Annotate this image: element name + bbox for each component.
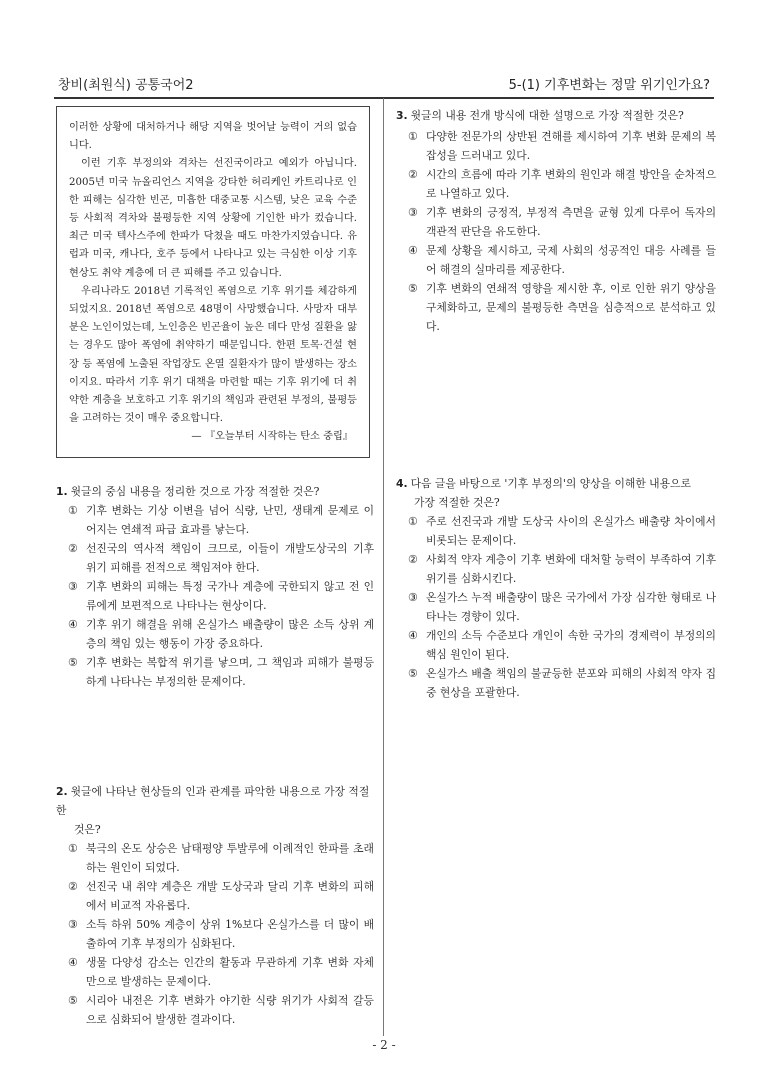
option-text: 시리아 내전은 기후 변화가 야기한 식량 위기가 사회적 갈등으로 심화되어 발생한 결과이다. bbox=[86, 994, 374, 1026]
q4-option-2[interactable] bbox=[408, 550, 716, 588]
passage-paragraph-3: 우리나라도 2018년 기록적인 폭염으로 기후 위기를 체감하게 되었지요. 2018년 폭염으로 48명이 사망했습니다. 사망자 대부분은 노인이었는데, 노인층은 빈곤율이 높은 데다 만성 질환을 앓는 경우도 많아 폭염에 취약하기 때문입니다. 한편 토목·건설 현장 등 폭염에 노출된 작업장도 온열 질환자가 많이 발생하는 장소이지요. 따라서 기후 위기 대책을 마련할 때는 기후 위기에 더 취약한 계층을 보호하고 기후 위기의 책임과 관련된 부정의, 불평등을 고려하는 것이 매우 중요합니다. bbox=[69, 285, 357, 425]
option-mark: ⑤ bbox=[68, 656, 78, 669]
option-mark: ④ bbox=[68, 956, 78, 969]
q1-option-1[interactable] bbox=[68, 501, 374, 539]
option-text: 문제 상황을 제시하고, 국제 사회의 성공적인 대응 사례를 들어 해결의 실마리를 제공한다. bbox=[426, 244, 716, 276]
question-3-stem bbox=[396, 106, 716, 125]
passage-paragraph-2: 이런 기후 부정의와 격차는 선진국이라고 예외가 아닙니다. 2005년 미국 뉴올리언스 지역을 강타한 허리케인 카트리나로 인한 피해는 심각한 빈곤, 미흡한 대중교통 시스템, 낮은 교육 수준 등 사회적 격차와 불평등한 지역 상황에 기인한 바가 컸습니다. 최근 미국 텍사스주에 한파가 닥쳤을 때도 마찬가지였습니다. 유럽과 미국, 캐나다, 호주 등에서 나타나고 있는 극심한 이상 기후 현상도 취약 계층에 더 큰 피해를 주고 있습니다. bbox=[69, 158, 357, 279]
question-4-text-cont: 가장 적절한 것은? bbox=[414, 496, 500, 509]
option-text: 생물 다양성 감소는 인간의 활동과 무관하게 기후 변화 자체만으로 발생하는 문제이다. bbox=[86, 956, 374, 988]
option-text: 북극의 온도 상승은 남태평양 투발루에 이례적인 한파를 초래하는 원인이 되었다. bbox=[86, 842, 374, 874]
passage-source: — 『오늘부터 시작하는 탄소 중립』 bbox=[191, 431, 353, 443]
option-mark: ① bbox=[408, 515, 418, 528]
header-book-title: 창비(최원식) 공통국어2 bbox=[58, 78, 194, 93]
question-2-text: 윗글에 나타난 현상들의 인과 관계를 파악한 내용으로 가장 적절한 bbox=[56, 785, 370, 817]
option-text: 개인의 소득 수준보다 개인이 속한 국가의 경제력이 부정의의 핵심 원인이 된다. bbox=[426, 629, 716, 661]
question-2-text-cont: 것은? bbox=[74, 823, 101, 836]
option-mark: ⑤ bbox=[408, 282, 418, 295]
option-mark: ⑤ bbox=[68, 994, 78, 1007]
option-text: 기후 변화는 기상 이변을 넘어 식량, 난민, 생태계 문제로 이어지는 연쇄적 파급 효과를 낳는다. bbox=[86, 504, 374, 536]
option-text: 온실가스 배출 책임의 불균등한 분포와 피해의 사회적 약자 집중 현상을 포괄한다. bbox=[426, 667, 716, 699]
question-1 bbox=[56, 482, 374, 691]
q1-option-4[interactable] bbox=[68, 615, 374, 653]
question-1-stem bbox=[56, 482, 374, 501]
passage-paragraph-1: 이러한 상황에 대처하거나 해당 지역을 벗어날 능력이 거의 없습니다. bbox=[69, 122, 357, 152]
page-number: - 2 - bbox=[372, 1038, 396, 1052]
option-mark: ① bbox=[68, 842, 78, 855]
option-mark: ③ bbox=[68, 580, 78, 593]
q3-option-5[interactable] bbox=[408, 279, 716, 336]
option-mark: ③ bbox=[408, 591, 418, 604]
option-text: 시간의 흐름에 따라 기후 변화의 원인과 해결 방안을 순차적으로 나열하고 있다. bbox=[426, 168, 716, 200]
option-text: 기후 위기 해결을 위해 온실가스 배출량이 많은 소득 상위 계층의 책임 있는 행동이 가장 중요하다. bbox=[86, 618, 374, 650]
question-3-options bbox=[396, 127, 716, 336]
question-4-text: 다음 글을 바탕으로 '기후 부정의'의 양상을 이해한 내용으로 bbox=[410, 477, 691, 490]
option-mark: ④ bbox=[68, 618, 78, 631]
question-4 bbox=[396, 474, 716, 702]
question-2-stem bbox=[56, 782, 374, 839]
question-3-text: 윗글의 내용 전개 방식에 대한 설명으로 가장 적절한 것은? bbox=[410, 109, 684, 122]
question-4-number: 4. bbox=[396, 477, 408, 490]
option-mark: ③ bbox=[408, 206, 418, 219]
q3-option-1[interactable] bbox=[408, 127, 716, 165]
question-3-number: 3. bbox=[396, 109, 408, 122]
option-text: 기후 변화의 긍정적, 부정적 측면을 균형 있게 다루어 독자의 객관적 판단을 유도한다. bbox=[426, 206, 716, 238]
option-text: 기후 변화의 피해는 특정 국가나 계층에 국한되지 않고 전 인류에게 보편적으로 나타나는 현상이다. bbox=[86, 580, 374, 612]
q2-option-5[interactable] bbox=[68, 991, 374, 1029]
option-mark: ① bbox=[408, 130, 418, 143]
header-rule bbox=[54, 97, 714, 99]
header-unit-title: 5-(1) 기후변화는 정말 위기인가요? bbox=[508, 78, 710, 93]
question-4-stem bbox=[396, 474, 716, 512]
question-1-number: 1. bbox=[56, 485, 68, 498]
option-mark: ② bbox=[408, 553, 418, 566]
q1-option-2[interactable] bbox=[68, 539, 374, 577]
q1-option-3[interactable] bbox=[68, 577, 374, 615]
q2-option-4[interactable] bbox=[68, 953, 374, 991]
option-text: 기후 변화의 연쇄적 영향을 제시한 후, 이로 인한 위기 양상을 구체화하고, 문제의 불평등한 측면을 심층적으로 분석하고 있다. bbox=[426, 282, 716, 333]
question-1-text: 윗글의 중심 내용을 정리한 것으로 가장 적절한 것은? bbox=[70, 485, 320, 498]
q3-option-4[interactable] bbox=[408, 241, 716, 279]
option-mark: ③ bbox=[68, 918, 78, 931]
reading-passage bbox=[56, 106, 370, 458]
option-mark: ② bbox=[68, 880, 78, 893]
question-1-options bbox=[56, 501, 374, 691]
column-divider bbox=[383, 98, 384, 1036]
question-4-options bbox=[396, 512, 716, 702]
option-text: 선진국의 역사적 책임이 크므로, 이들이 개발도상국의 기후 위기 피해를 전적으로 책임져야 한다. bbox=[86, 542, 374, 574]
q4-option-3[interactable] bbox=[408, 588, 716, 626]
option-text: 온실가스 누적 배출량이 많은 국가에서 가장 심각한 형태로 나타나는 경향이 있다. bbox=[426, 591, 716, 623]
option-text: 선진국 내 취약 계층은 개발 도상국과 달리 기후 변화의 피해에서 비교적 자유롭다. bbox=[86, 880, 374, 912]
option-mark: ④ bbox=[408, 629, 418, 642]
question-2 bbox=[56, 782, 374, 1029]
q4-option-1[interactable] bbox=[408, 512, 716, 550]
q1-option-5[interactable] bbox=[68, 653, 374, 691]
question-3 bbox=[396, 106, 716, 336]
q3-option-2[interactable] bbox=[408, 165, 716, 203]
option-mark: ② bbox=[408, 168, 418, 181]
option-text: 다양한 전문가의 상반된 견해를 제시하여 기후 변화 문제의 복잡성을 드러내고 있다. bbox=[426, 130, 716, 162]
option-text: 기후 변화는 복합적 위기를 낳으며, 그 책임과 피해가 불평등하게 나타나는 부정의한 문제이다. bbox=[86, 656, 374, 688]
option-text: 소득 하위 50% 계층이 상위 1%보다 온실가스를 더 많이 배출하여 기후 부정의가 심화된다. bbox=[86, 918, 374, 950]
question-2-options bbox=[56, 839, 374, 1029]
q2-option-3[interactable] bbox=[68, 915, 374, 953]
option-mark: ⑤ bbox=[408, 667, 418, 680]
option-mark: ② bbox=[68, 542, 78, 555]
option-text: 사회적 약자 계층이 기후 변화에 대처할 능력이 부족하여 기후 위기를 심화시킨다. bbox=[426, 553, 716, 585]
q2-option-1[interactable] bbox=[68, 839, 374, 877]
option-mark: ④ bbox=[408, 244, 418, 257]
question-2-number: 2. bbox=[56, 785, 68, 798]
q3-option-3[interactable] bbox=[408, 203, 716, 241]
option-mark: ① bbox=[68, 504, 78, 517]
q2-option-2[interactable] bbox=[68, 877, 374, 915]
option-text: 주로 선진국과 개발 도상국 사이의 온실가스 배출량 차이에서 비롯되는 문제이다. bbox=[426, 515, 716, 547]
q4-option-4[interactable] bbox=[408, 626, 716, 664]
q4-option-5[interactable] bbox=[408, 664, 716, 702]
